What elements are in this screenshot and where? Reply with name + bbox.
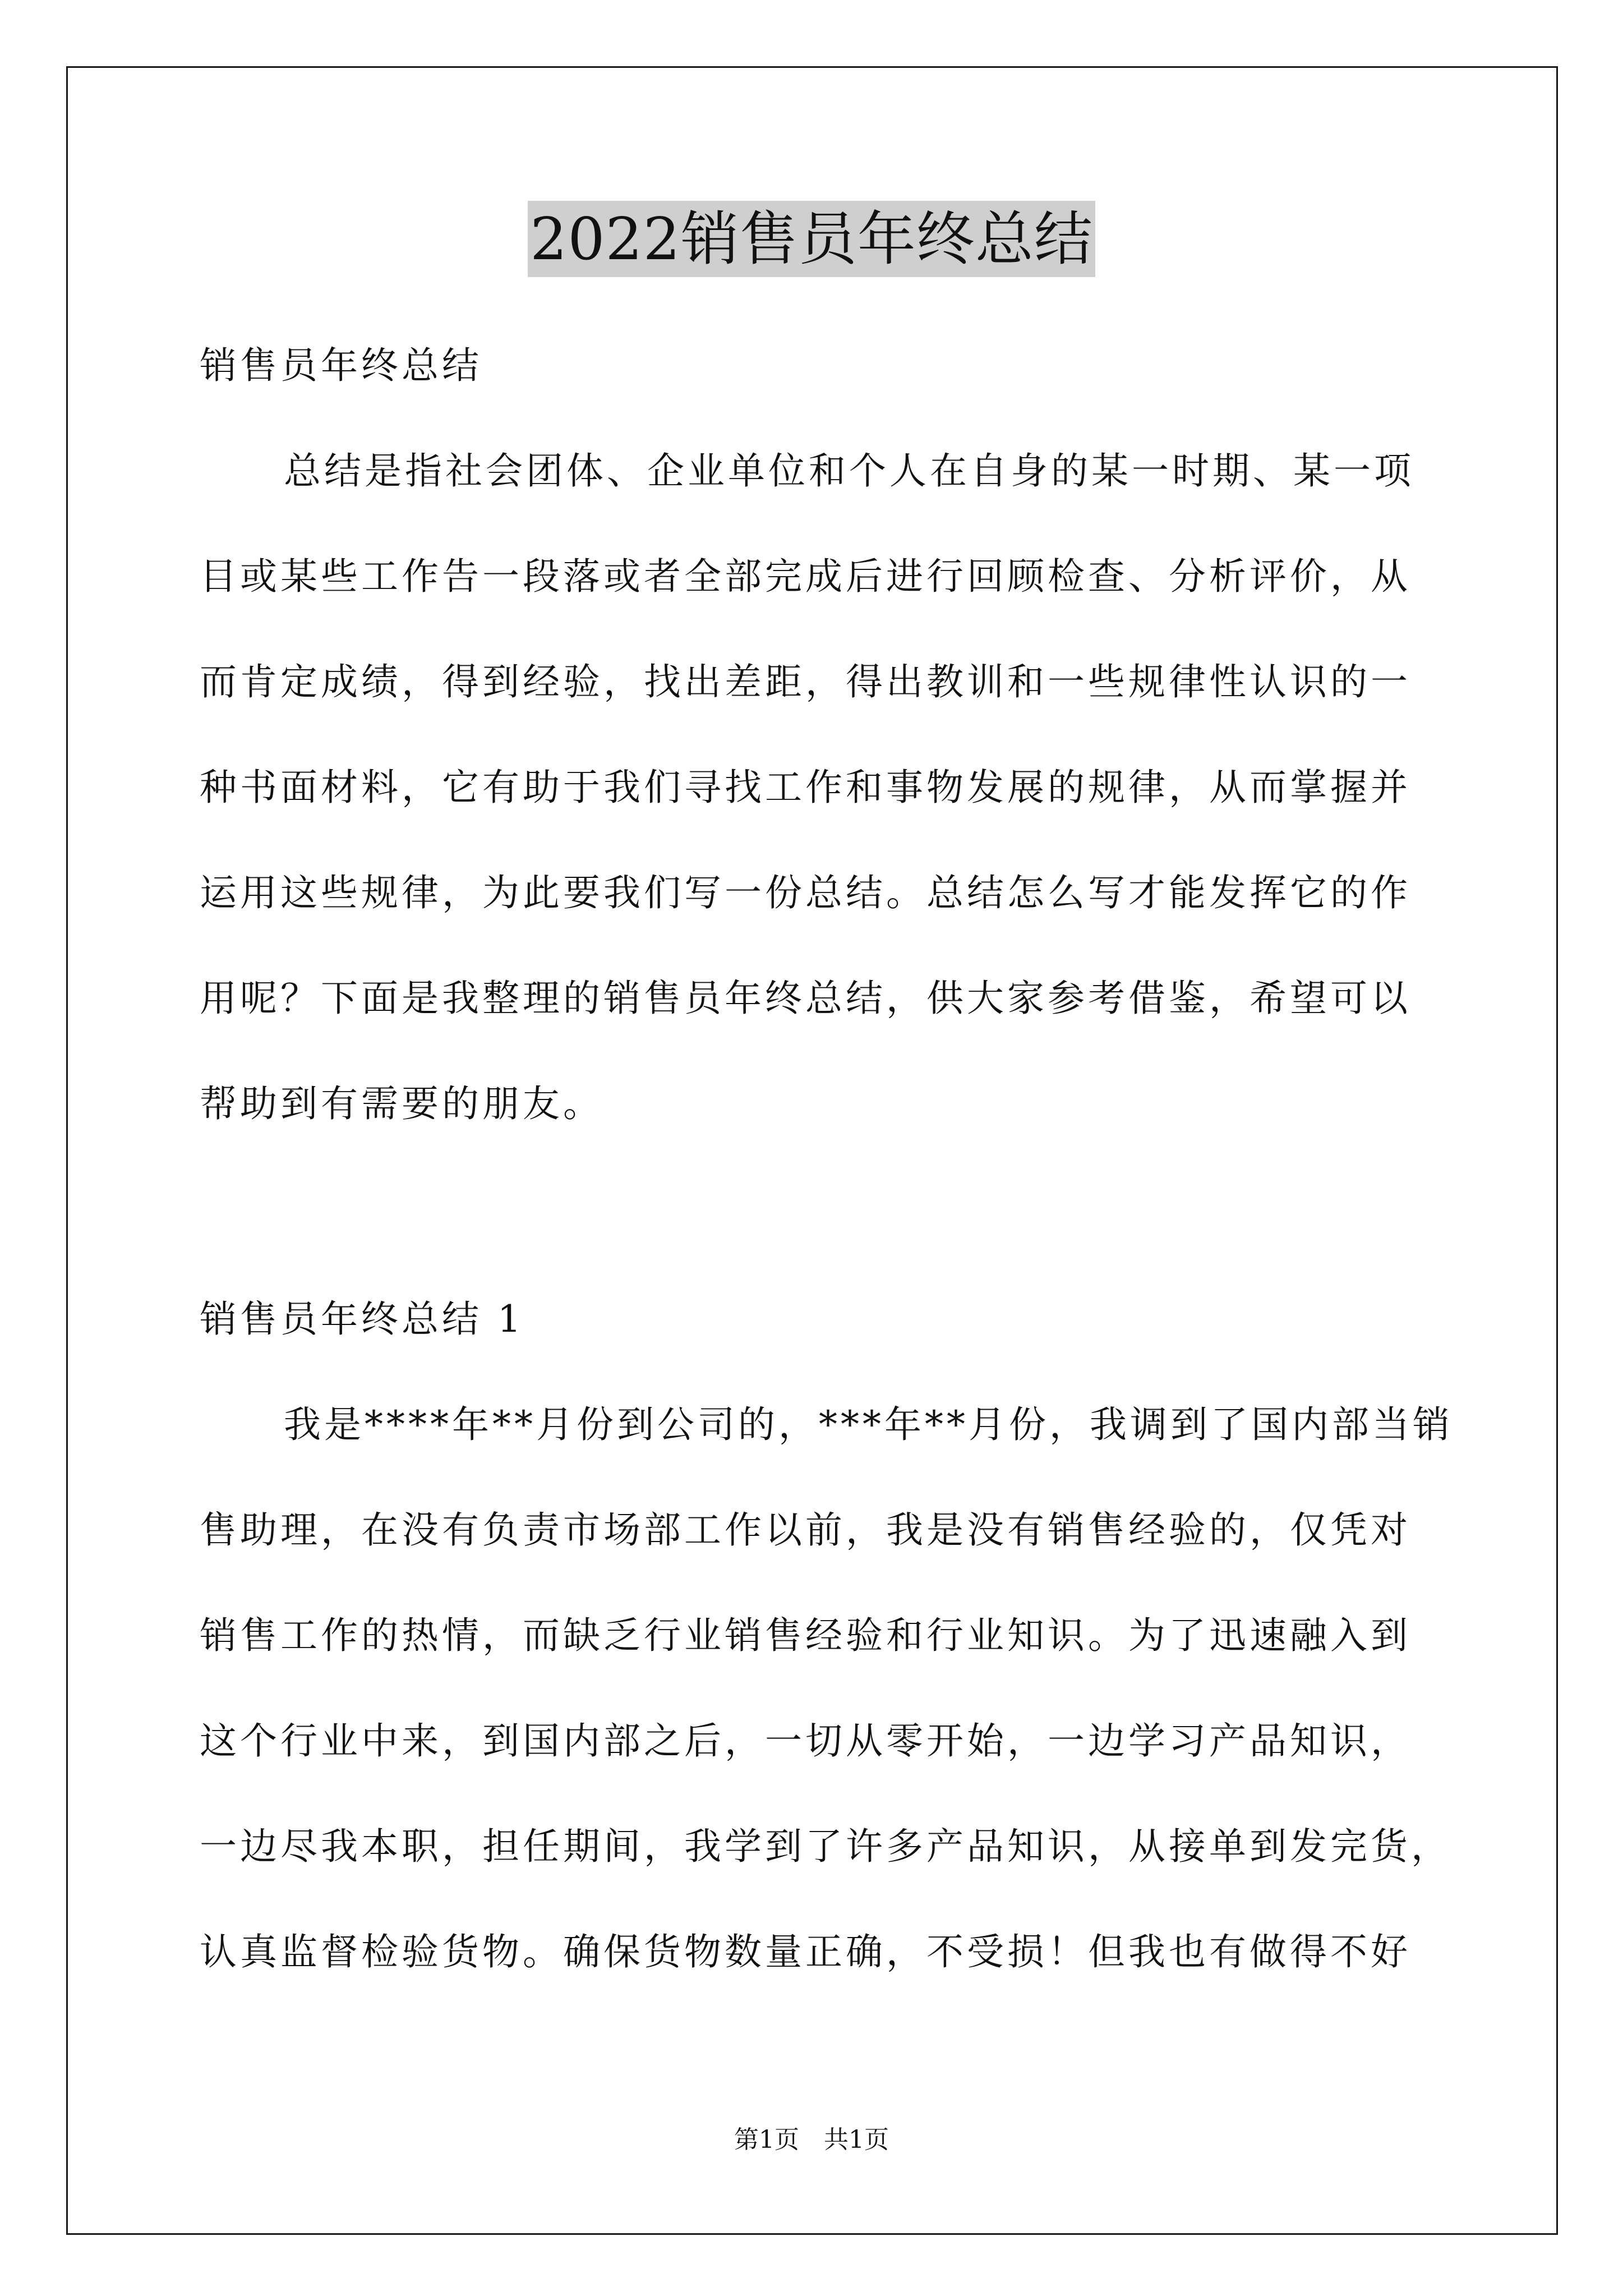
paragraph-line: 用呢？下面是我整理的销售员年终总结，供大家参考借鉴，希望可以	[200, 977, 1411, 1020]
section-heading: 销售员年终总结	[200, 344, 482, 387]
paragraph-line: 帮助到有需要的朋友。	[200, 1082, 603, 1125]
section-spacer	[200, 1157, 1433, 1267]
paragraph-line: 认真监督检验货物。确保货物数量正确，不受损！但我也有做得不好	[200, 1930, 1411, 1973]
paragraph-line: 目或某些工作告一段落或者全部完成后进行回顾检查、分析评价，从	[200, 555, 1411, 598]
paragraph-line: 种书面材料，它有助于我们寻找工作和事物发展的规律，从而掌握并	[200, 766, 1411, 809]
paragraph-line: 售助理，在没有负责市场部工作以前，我是没有销售经验的，仅凭对	[200, 1508, 1411, 1552]
page-total: 共1页	[824, 2125, 889, 2154]
paragraph-line: 运用这些规律，为此要我们写一份总结。总结怎么写才能发挥它的作	[200, 871, 1411, 914]
paragraph-line: 我是****年**月份到公司的，***年**月份，我调到了国内部当销	[284, 1403, 1453, 1446]
paragraph-line: 而肯定成绩，得到经验，找出差距，得出教训和一些规律性认识的一	[200, 660, 1411, 703]
document-body	[200, 313, 1453, 2005]
paragraph-line: 销售工作的热情，而缺乏行业销售经验和行业知识。为了迅速融入到	[200, 1614, 1411, 1657]
page-number: 第1页	[734, 2125, 799, 2154]
paragraph-line: 一边尽我本职，担任期间，我学到了许多产品知识，从接单到发完货，	[200, 1825, 1451, 1868]
section-heading: 销售员年终总结 1	[200, 1297, 524, 1341]
page-footer	[0, 2123, 1623, 2157]
title-wrap	[0, 201, 1623, 277]
paragraph-line: 这个行业中来，到国内部之后，一切从零开始，一边学习产品知识，	[200, 1719, 1411, 1763]
paragraph-line: 总结是指社会团体、企业单位和个人在自身的某一时期、某一项	[284, 449, 1414, 493]
document-title: 2022销售员年终总结	[528, 201, 1095, 277]
